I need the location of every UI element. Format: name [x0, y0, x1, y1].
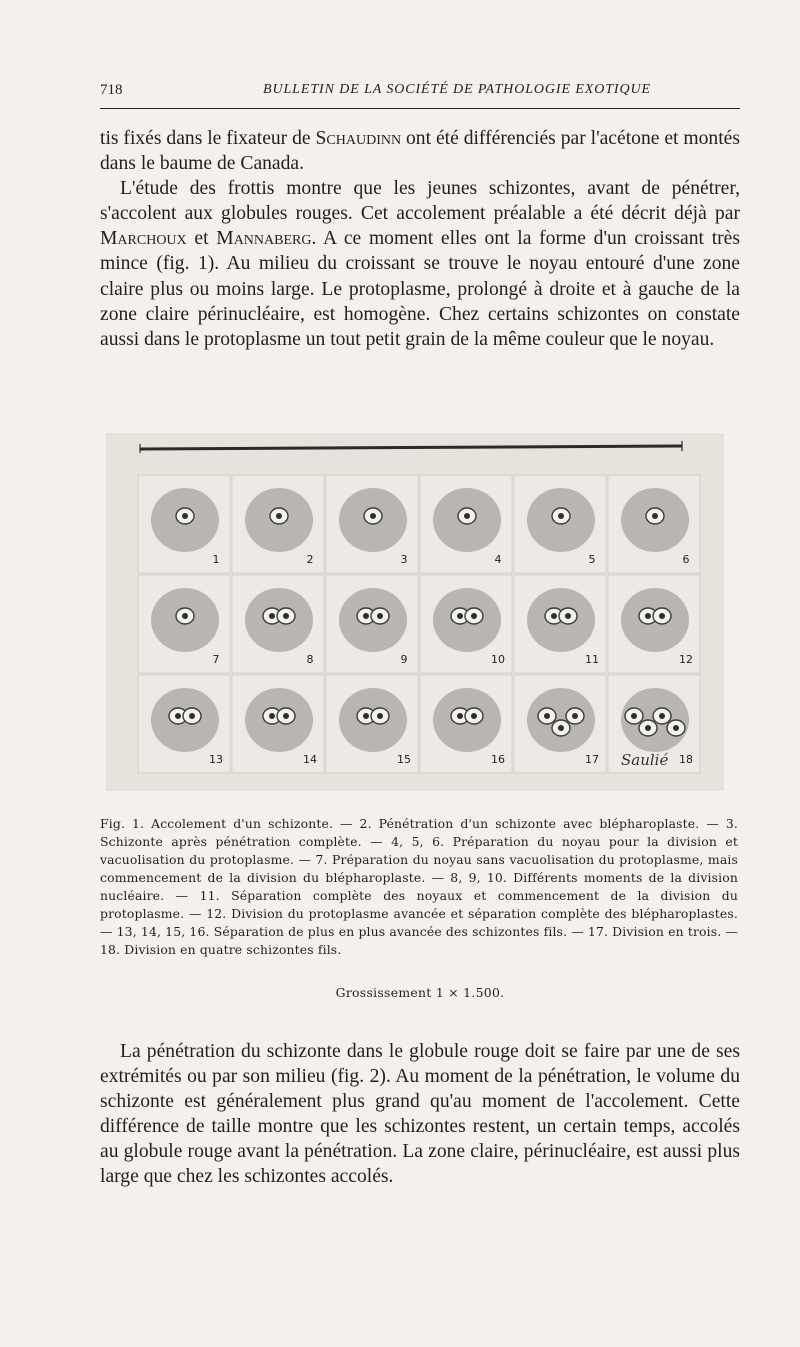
nucleus-grain	[471, 713, 477, 719]
nucleus-grain	[645, 613, 651, 619]
plate-illustration	[106, 433, 724, 791]
nucleus-grain	[471, 613, 477, 619]
nucleus-grain	[283, 713, 289, 719]
text-fragment: . A ce moment elles ont la forme d'un croissant très mince (fig. 1). Au milieu du croissant se trouve le noyau entouré d'une zone claire plus ou moins large. Le protoplasme, prolongé à droite et à gauche de la zone claire périnucléaire, est homogène. Chez certains schizontes on constate aussi dans le protoplasme un tout petit grain de la même couleur que le noyau.	[100, 228, 740, 350]
author-name-schaudinn: Schaudinn	[315, 128, 402, 149]
figure-caption: Fig. 1. Accolement d'un schizonte. — 2. Pénétration d'un schizonte avec blépharoplaste. — 3. Schizonte après pénétration complète. — 4, 5, 6. Préparation du noyau pour la division et vacuolisation du protoplasme. — 7. Préparation du noyau sans vacuolisation du protoplasme, mais commencement de la division du blépharoplaste. — 8, 9, 10. Différents moments de la division nucléaire. — 11. Séparation complète des noyaux et commencement de la division du protoplasme. — 12. Division du protoplasme avancée et séparation complète des blépharoplastes. — 13, 14, 15, 16. Séparation de plus en plus avancée des schizontes fils. — 17. Division en trois. — 18. Division en quatre schizontes fils.	[100, 816, 738, 957]
nucleus-grain	[544, 713, 550, 719]
text-fragment: La pénétration du schizonte dans le globule rouge doit se faire par une de ses extrémités ou par son milieu (fig. 2). Au moment de la pénétration, le volume du schizonte est généralement plus grand qu'au moment de l'accolement. Cette différence de taille montre que les schizontes restent, un certain temps, accolés au globule rouge avant la pénétration. La zone claire, périnucléaire, est aussi plus large que chez les schizontes accolés.	[100, 1041, 740, 1188]
nucleus-grain	[182, 613, 188, 619]
nucleus-grain	[276, 513, 282, 519]
nucleus-grain	[558, 725, 564, 731]
nucleus-grain	[551, 613, 557, 619]
panel-label: 14	[303, 753, 317, 766]
nucleus-grain	[652, 513, 658, 519]
nucleus-grain	[269, 713, 275, 719]
panel-label: 15	[397, 753, 411, 766]
page-number: 718	[100, 82, 123, 98]
text-fragment: et	[186, 228, 217, 250]
nucleus-grain	[464, 513, 470, 519]
panel-label: 9	[400, 653, 408, 666]
body-paragraph-1	[100, 126, 740, 352]
nucleus-grain	[182, 513, 188, 519]
nucleus-grain	[457, 613, 463, 619]
nucleus-grain	[363, 713, 369, 719]
panel-label: 10	[491, 653, 505, 666]
panel-label: 8	[306, 653, 314, 666]
artist-signature: Saulié	[621, 751, 669, 769]
panel-label: 1	[212, 553, 220, 566]
nucleus-grain	[175, 713, 181, 719]
panel-label: 11	[585, 653, 599, 666]
panel-label: 16	[491, 753, 505, 766]
nucleus-grain	[565, 613, 571, 619]
nucleus-grain	[645, 725, 651, 731]
nucleus-grain	[659, 713, 665, 719]
panel-label: 12	[679, 653, 693, 666]
panel-label: 7	[212, 653, 220, 666]
figure-plate	[106, 433, 724, 791]
nucleus-grain	[457, 713, 463, 719]
nucleus-grain	[377, 613, 383, 619]
panel-label: 4	[494, 553, 502, 566]
running-title: BULLETIN DE LA SOCIÉTÉ DE PATHOLOGIE EXOTIQUE	[263, 82, 651, 97]
nucleus-grain	[189, 713, 195, 719]
nucleus-grain	[370, 513, 376, 519]
running-header	[100, 82, 740, 104]
text-fragment: ont été différenciés par l'acétone et montés dans le baume de Canada.	[100, 128, 740, 175]
magnification-note: Grossissement 1 × 1.500.	[335, 985, 505, 1000]
nucleus-grain	[377, 713, 383, 719]
header-rule	[100, 108, 740, 109]
text-fragment: tis fixés dans le fixateur de	[100, 128, 316, 149]
panel-label: 6	[682, 553, 690, 566]
panel-label: 18	[679, 753, 693, 766]
panel-label: 13	[209, 753, 223, 766]
panel-label: 17	[585, 753, 599, 766]
panel-label: 2	[306, 553, 314, 566]
nucleus-grain	[572, 713, 578, 719]
nucleus-grain	[283, 613, 289, 619]
nucleus-grain	[673, 725, 679, 731]
nucleus-grain	[558, 513, 564, 519]
author-name-marchoux: Marchoux	[100, 228, 187, 250]
author-name-mannaberg: Mannaberg	[216, 228, 312, 250]
body-paragraph-2	[100, 1039, 740, 1190]
nucleus-grain	[363, 613, 369, 619]
panel-label: 3	[400, 553, 408, 566]
text-fragment: L'étude des frottis montre que les jeunes schizontes, avant de pénétrer, s'accolent aux globules rouges. Cet accolement préalable a été décrit déjà par	[100, 178, 740, 225]
nucleus-grain	[269, 613, 275, 619]
nucleus-grain	[659, 613, 665, 619]
panel-label: 5	[588, 553, 596, 566]
nucleus-grain	[631, 713, 637, 719]
